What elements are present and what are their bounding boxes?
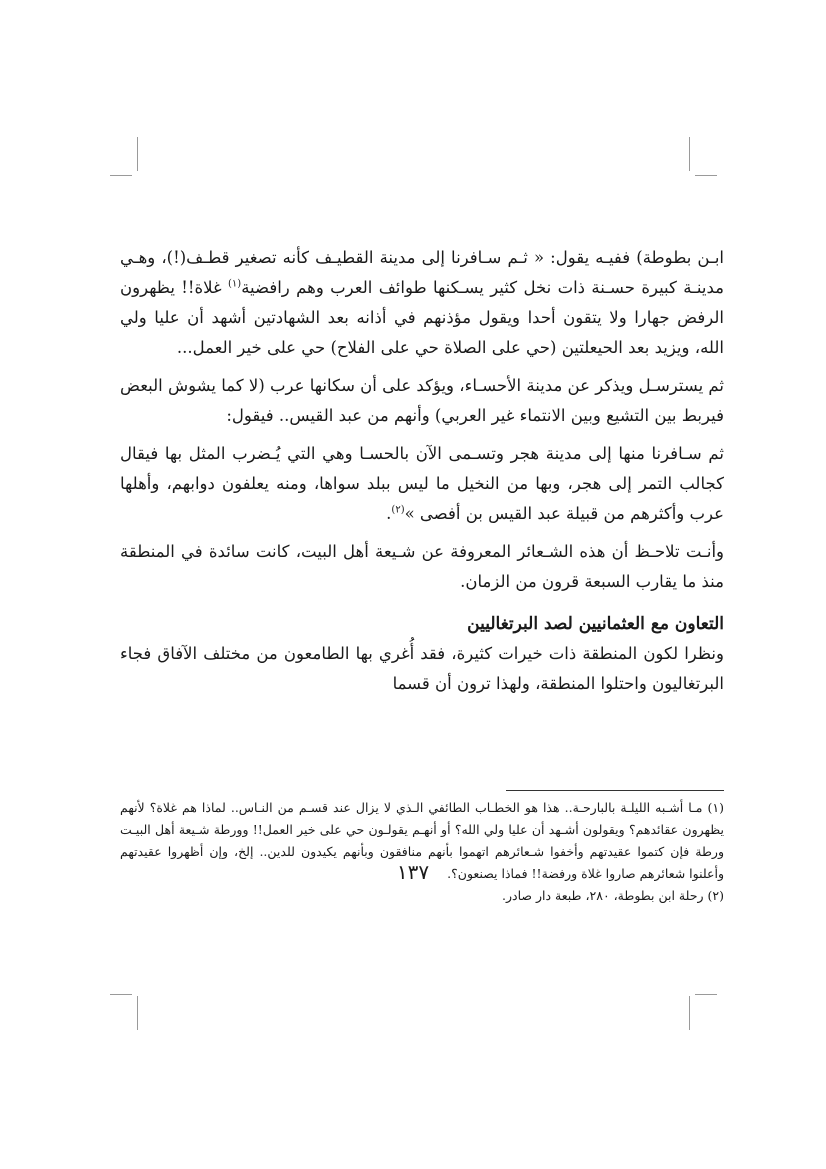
paragraph-rituals: وأنـت تلاحـظ أن هذه الشـعائر المعروفة عن شـيعة أهل البيت، كانت سائدة في المنطقة منذ ما يقارب السبعة قرون من الزمان.	[120, 542, 724, 591]
footnote-1: (١) مـا أشـبه الليلـة بالبارحـة.. هذا هو الخطـاب الطائفي الـذي لا يزال عند قسـم من النـاس.. لماذا هم غلاة؟ لأنهم يظهرون عقائدهم؟ ويقولون أشـهد أن عليا ولي الله؟ أو أنهـم يقولـون حي على خير العمل!! وورطة شـيعة أهل البيـت ورطة فإن كتموا عقيدتهم وأخفوا شـعائرهم اتهموا بأنهم منافقون وبأنهم يكيدون للدين.. إلخ، وإن أظهروا عقيدتهم وأعلنوا شعائرهم صاروا غلاة ورفضة!! فماذا يصنعون؟.	[120, 800, 724, 881]
crop-mark-top-left	[137, 137, 138, 171]
crop-mark-bottom-right	[695, 994, 717, 995]
crop-mark-top-right	[695, 175, 717, 176]
crop-mark-bottom-right	[689, 996, 690, 1030]
crop-mark-top-left	[110, 175, 132, 176]
paragraph-portuguese: ونظرا لكون المنطقة ذات خيرات كثيرة، فقد أُغري بها الطامعون من مختلف الآفاق فجاء البرتغاليون واحتلوا المنطقة، ولهذا ترون أن قسما	[120, 644, 724, 693]
paragraph-hajar: ثم سـافرنا منها إلى مدينة هجر وتسـمى الآن بالحسـا وهي التي يُـضرب المثل بها فيقال كجالب التمر إلى هجر، وبها من النخيل ما ليس ببلد سواها، ومنه يعلفون دوابهم، وأهلها عرب وأكثرهم من قبيلة عبد القيس بن أفصى »$^{(٢)}$.	[120, 444, 724, 523]
footnotes	[120, 797, 724, 907]
crop-mark-bottom-left	[110, 994, 132, 995]
paragraph-ahsa: ثم يسترسـل ويذكر عن مدينة الأحسـاء، ويؤكد على أن سكانها عرب (لا كما يشوش البعض فيربط بين التشيع وبين الانتماء غير العربي) وأنهم من عبد القيس.. فيقول:	[120, 376, 724, 425]
paragraph-ibn-battuta-qatif: ابـن بطوطة) ففيـه يقول: « ثـم سـافرنا إلى مدينة القطيـف كأنه تصغير قطـف(!)، وهـي مدينـة كبيرة حسـنة ذات نخل كثير يسـكنها طوائف العرب وهم رافضية$^{(١)}$ غلاة!! يظهرون الرفض جهارا ولا يتقون أحدا ويقول مؤذنهم في أذانه بعد الشهادتين أشهد أن عليا ولي الله، ويزيد بعد الحيعلتين (حي على الصلاة حي على الفلاح) حي على خير العمل...	[120, 248, 724, 357]
crop-mark-top-right	[689, 137, 690, 171]
page-body	[120, 243, 724, 699]
footnote-2: (٢) رحلة ابن بطوطة، ٢٨٠، طبعة دار صادر.	[502, 888, 724, 903]
crop-mark-bottom-left	[137, 996, 138, 1030]
page-number: ١٣٧	[396, 860, 430, 884]
footnote-ref-1: (١)	[228, 278, 242, 290]
footnote-divider	[506, 790, 724, 791]
section-heading: التعاون مع العثمانيين لصد البرتغاليين	[467, 614, 724, 634]
footnote-ref-2: (٢)	[391, 504, 405, 516]
